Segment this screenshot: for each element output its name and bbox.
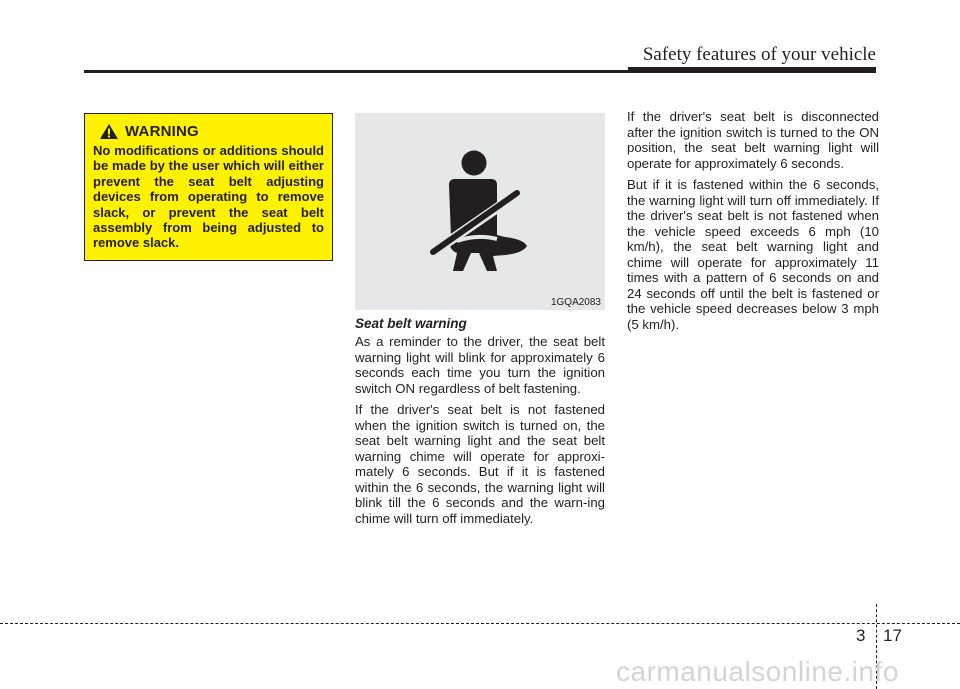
page-number: 17 — [883, 626, 902, 645]
chapter-number: 3 — [856, 626, 866, 645]
seat-belt-icon — [355, 113, 605, 310]
watermark: carmanualsonline.info — [616, 656, 899, 687]
warning-box — [84, 113, 333, 261]
warning-header — [99, 123, 324, 140]
warning-title: WARNING — [125, 123, 199, 140]
footer-divider — [0, 623, 960, 624]
text-column-right — [627, 109, 879, 338]
header-rule-accent — [628, 67, 876, 73]
warning-triangle-icon — [99, 123, 119, 140]
paragraph: As a reminder to the driver, the seat belt warning light will blink for approximately 6 seconds each time you turn the ignition switch ON regardless of belt fastening. — [355, 334, 605, 396]
paragraph: If the driver's seat belt is disconnected after the ignition switch is turned to the ON position, the seat belt warning light will operate for approximately 6 seconds. — [627, 109, 879, 171]
paragraph: If the driver's seat belt is not fastened when the ignition switch is turned on, the seat belt warning light and the seat belt warning chime will operate for approxi-mately 6 seconds. But if it is fastened within the 6 seconds, the warning light will blink till the 6 seconds and the warn-ing chime will turn off immediately. — [355, 402, 605, 526]
warning-body: No modifications or additions should be made by the user which will either prevent the seat belt adjusting devices from operating to remove slack, or prevent the seat belt assembly from being adjusted to remove slack. — [93, 143, 324, 251]
text-column-middle — [355, 316, 605, 532]
paragraph: But if it is fastened within the 6 seconds, the warning light will turn off immediately. If the driver's seat belt is not fastened when the vehicle speed exceeds 6 mph (10 km/h), the seat belt warning light and chime will operate for approximately 11 times with a pattern of 6 seconds on and 24 seconds off until the belt is fastened or the vehicle speed decreases below 3 mph (5 km/h). — [627, 177, 879, 332]
figure-code: 1GQA2083 — [550, 297, 601, 308]
seat-belt-figure — [355, 113, 605, 310]
section-heading: Seat belt warning — [355, 316, 467, 331]
section-title: Safety features of your vehicle — [642, 44, 876, 65]
